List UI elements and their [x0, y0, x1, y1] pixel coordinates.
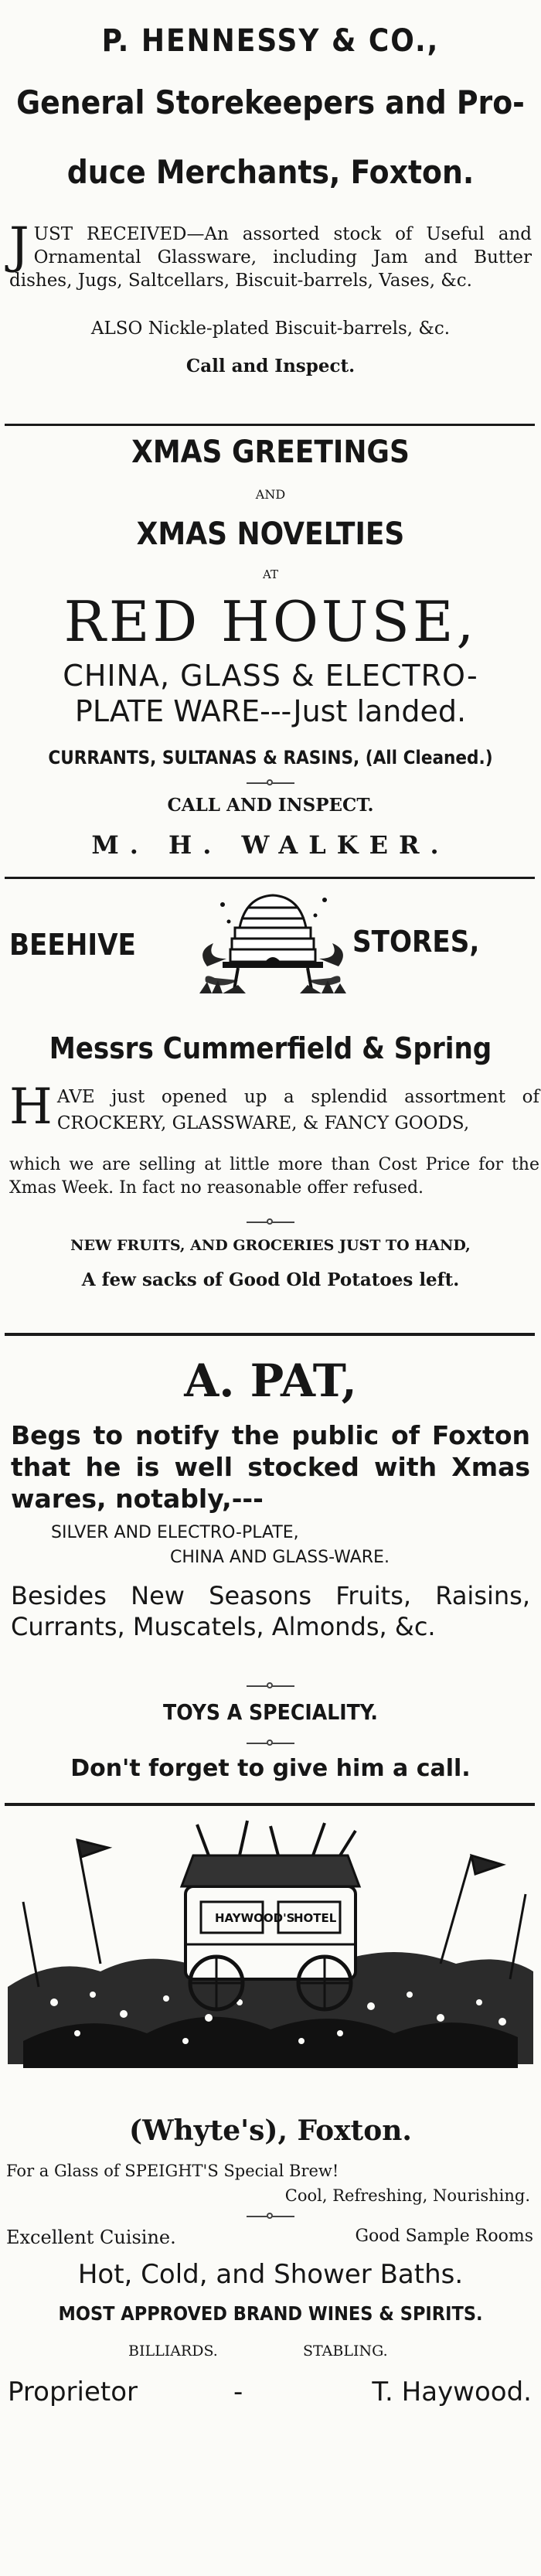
at-label: AT [262, 567, 279, 581]
hotel-stabling: STABLING. [303, 2343, 388, 2360]
beehive-dropcap: H [9, 1078, 53, 1136]
hennessy-line2: duce Merchants, Foxton. [66, 153, 475, 191]
pat-china: CHINA AND GLASS-WARE. [170, 1548, 390, 1567]
hotel-rooms: Good Sample Rooms [355, 2227, 533, 2246]
pat-silver: SILVER AND ELECTRO-PLATE, [51, 1523, 299, 1542]
hotel-glass: For a Glass of SPEIGHT'S Special Brew! [6, 2162, 339, 2180]
hennessy-line1: General Storekeepers and Pro- [16, 83, 525, 121]
hotel-name: (Whyte's), Foxton. [129, 2114, 412, 2147]
pat-begs: Begs to notify the public of Foxton that he is well stocked with Xmas wares, notably,--- [11, 1420, 530, 1514]
beehive-icon [192, 881, 354, 997]
small-ornament-rule [247, 1685, 294, 1687]
beehive-fruits: NEW FRUITS, AND GROCERIES JUST TO HAND, [70, 1237, 471, 1254]
hotel-dash: - [233, 2377, 243, 2407]
hotel-baths: Hot, Cold, and Shower Baths. [77, 2259, 464, 2290]
hennessy-body: UST RECEIVED—An assorted stock of Useful and Ornamental Glassware, including Jam and Butter dishes, Jugs, Saltcellars, Biscuit-barrels, Vases, &c. [9, 224, 532, 291]
ware-line1: CHINA, GLASS & ELECTRO- [63, 659, 478, 693]
small-ornament-rule [247, 1743, 294, 1744]
hotel-sign-text: HOTEL [294, 1911, 337, 1925]
divider-rule [5, 1803, 535, 1806]
divider-rule [5, 424, 535, 426]
pat-name: A. PAT, [184, 1354, 357, 1407]
hennessy-dropcap: J [9, 217, 29, 274]
hotel-owner: T. Haywood. [372, 2377, 532, 2407]
beehive-right: STORES, [352, 925, 480, 959]
and-label: AND [255, 487, 286, 502]
currants-line: CURRANTS, SULTANAS & RASINS, (All Cleaned.) [48, 747, 493, 768]
hotel-cool: Cool, Refreshing, Nourishing. [284, 2186, 530, 2205]
ware-line2: PLATE WARE---Just landed. [74, 694, 467, 728]
hotel-cuisine: Excellent Cuisine. [6, 2227, 176, 2248]
hotel-billiards: BILLIARDS. [128, 2343, 218, 2360]
pat-toys: TOYS A SPECIALITY. [163, 1699, 378, 1725]
divider-rule [5, 877, 535, 879]
red-house-title: RED HOUSE, [63, 589, 478, 654]
small-ornament-rule [247, 1222, 294, 1223]
beehive-body-paragraph [9, 1078, 539, 1136]
hotel-wines: MOST APPROVED BRAND WINES & SPIRITS. [58, 2302, 483, 2325]
small-ornament-rule [247, 782, 294, 784]
beehive-left: BEEHIVE [9, 928, 136, 962]
beehive-potatoes: A few sacks of Good Old Potatoes left. [81, 1269, 460, 1290]
call-inspect: CALL AND INSPECT. [167, 795, 374, 816]
xmas-greetings: XMAS GREETINGS [131, 434, 410, 470]
pat-forget: Don't forget to give him a call. [70, 1755, 471, 1782]
walker-name: M. H. WALKER. [91, 830, 450, 860]
hennessy-name: P. HENNESSY & CO., [101, 23, 440, 59]
beehive-firm: Messrs Cummerfield & Spring [49, 1031, 492, 1065]
hennessy-call: Call and Inspect. [185, 356, 356, 377]
pat-besides: Besides New Seasons Fruits, Raisins, Currants, Muscatels, Almonds, &c. [11, 1581, 530, 1641]
beehive-body1: AVE just opened up a splendid assortment of CROCKERY, GLASSWARE, & FANCY GOODS, [56, 1087, 539, 1133]
coach-sign-text: HAYWOOD'S [215, 1911, 295, 1925]
hennessy-also: ALSO Nickle-plated Biscuit-barrels, &c. [90, 319, 451, 339]
hennessy-body-paragraph [9, 217, 532, 292]
coach-battle-illustration [8, 1809, 533, 2087]
hotel-proprietor-label: Proprietor [8, 2377, 138, 2407]
xmas-novelties: XMAS NOVELTIES [136, 516, 405, 552]
divider-rule [5, 1333, 535, 1336]
beehive-body2: which we are selling at little more than Cost Price for the Xmas Week. In fact no reasonable offer refused. [9, 1155, 539, 1198]
small-ornament-rule [247, 2216, 294, 2217]
